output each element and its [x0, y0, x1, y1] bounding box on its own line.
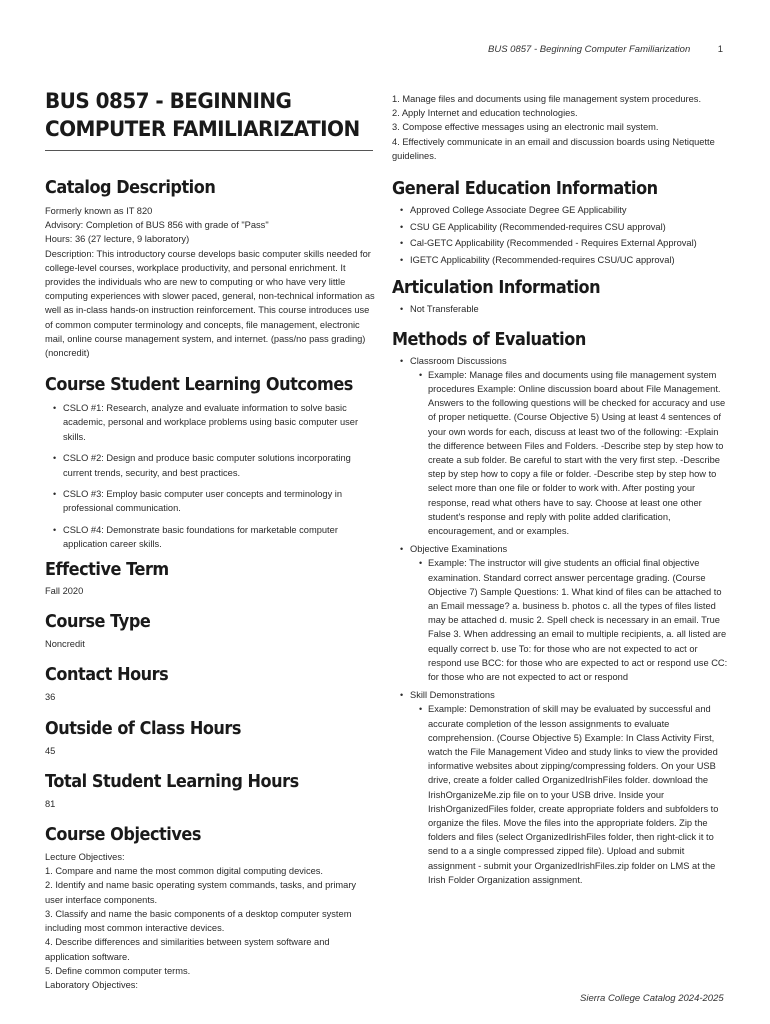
list-item: • CSLO #4: Demonstrate basic foundations for marketable computer application career skills. [45, 523, 375, 551]
objective-line: 2. Apply Internet and education technologies. [392, 108, 578, 119]
course-type-section [45, 611, 375, 651]
evaluation-method [392, 688, 728, 887]
objective-line: 1. Manage files and documents using file management system procedures. [392, 94, 702, 104]
section-heading: General Education Information [392, 179, 658, 200]
objective-line: Laboratory Objectives: [45, 979, 139, 990]
advisory: Advisory: Completion of BUS 856 with grade of "Pass" [45, 220, 269, 231]
section-heading: Course Student Learning Outcomes [45, 375, 353, 396]
lab-objectives [392, 92, 728, 163]
page-title: BUS 0857 - BEGINNING COMPUTER FAMILIARIZATION [45, 89, 360, 142]
page-number: 1 [717, 44, 723, 55]
section-heading: Effective Term [45, 560, 169, 581]
course-type-value: Noncredit [45, 639, 85, 650]
contact-hours-section [45, 664, 375, 704]
articulation-section [392, 277, 728, 316]
evaluation-section [392, 329, 728, 888]
description: Description: This introductory course develops basic computer skills needed for college-level courses, workplace productivity, and personal enrichment. It provides the individuals who are new to computing or who have very little computing experiences with slower paced, general, non-technical information as well as in-class hands-on instruction reinforcement. This course introduces use of common computer terminology and concepts, file management, electronic mail, online course management system, and internet. (pass/no pass grading) (noncredit) [45, 248, 375, 359]
method-name: Skill Demonstrations [410, 690, 495, 701]
section-heading: Course Type [45, 612, 151, 633]
list-item: • CSLO #1: Research, analyze and evaluate information to solve basic academic, personal and workplace problems using basic computer user skills. [45, 401, 375, 444]
objective-line: Lecture Objectives: [45, 852, 125, 863]
section-heading: Methods of Evaluation [392, 329, 586, 350]
objective-line: 2. Identify and name basic operating system commands, tasks, and primary user interface components. [45, 880, 357, 905]
objective-line: 1. Compare and name the most common digital computing devices. [45, 866, 324, 877]
method-name: Objective Examinations [410, 544, 508, 555]
list-item: • CSLO #2: Design and produce basic computer solutions incorporating current trends, security, and best practices. [45, 451, 375, 479]
title-divider [45, 150, 373, 151]
slo-section [45, 374, 375, 551]
former-name: Formerly known as IT 820 [45, 206, 153, 216]
list-item: • CSLO #3: Employ basic computer user concepts and terminology in professional communication. [45, 487, 375, 515]
method-name: Classroom Discussions [410, 355, 507, 366]
section-heading: Course Objectives [45, 825, 201, 846]
page-footer: Sierra College Catalog 2024-2025 [580, 993, 724, 1004]
hours: Hours: 36 (27 lecture, 9 laboratory) [45, 234, 190, 245]
list-item: • Not Transferable [392, 302, 728, 316]
objective-line: 3. Compose effective messages using an electronic mail system. [392, 122, 659, 133]
effective-term-value: Fall 2020 [45, 586, 84, 597]
effective-term-section [45, 559, 375, 598]
objective-line: 3. Classify and name the basic components of a desktop computer system including most common interactive devices. [45, 908, 352, 934]
left-column [45, 88, 375, 992]
method-example: • Example: The instructor will give students an official final objective examination. Standard correct answer percentage grading. (Course Objective 7) Sample Questions: 1. What kind of files can be attached to an Email message? a. business b. photos c. all the types of files listed may be attached d. music 2. Spell check is necessary in an email. True False 3. When addressing an email to multiple recipients, a. all listed are equally correct b. use To: for those who are not expected to act or respond use BCC: for those who are expected to act or respond use CC: for those who are not expected to act or respond [410, 556, 728, 684]
gen-ed-section [392, 178, 728, 267]
list-item: • CSU GE Applicability (Recommended-requires CSU approval) [392, 220, 728, 234]
evaluation-method [392, 354, 728, 539]
outside-hours-section [45, 718, 375, 758]
section-heading: Articulation Information [392, 278, 601, 299]
right-column [392, 92, 728, 887]
total-hours-section [45, 771, 375, 811]
running-title: BUS 0857 - Beginning Computer Familiarization [488, 44, 691, 55]
method-example: • Example: Manage files and documents using file management system procedures Example: Online discussion board about File Management. Answers to the following questions will be checked for accuracy and use of proper netiquette. (Course Objective 5) Using at least 4 sentences of your own words for each, discuss at least two of the following: -Explain the difference between Files and Folders. -Describe step by step how to create a sub folder. Be careful to start with the very first step. -Describe step by step how to copy a file or folder. -Describe step by step how to select more than one file or folder to work with. After posting your response, read what others have to say. Choose at least one other student's response and reply with polite added clarification, encouragement, and or examples. [410, 368, 728, 538]
contact-hours-value: 36 [45, 692, 56, 703]
section-heading: Total Student Learning Hours [45, 771, 299, 792]
section-heading: Outside of Class Hours [45, 718, 242, 739]
course-objectives-section [45, 824, 375, 992]
section-heading: Catalog Description [45, 178, 216, 198]
objective-line: 5. Define common computer terms. [45, 965, 191, 976]
objective-line: 4. Describe differences and similarities between system software and application software. [45, 937, 330, 962]
outside-hours-value: 45 [45, 745, 56, 756]
objective-line: 4. Effectively communicate in an email and discussion boards using Netiquette guidelines. [392, 136, 715, 161]
section-heading: Contact Hours [45, 665, 169, 686]
method-example: • Example: Demonstration of skill may be evaluated by successful and accurate completion of the lesson assignments to evaluate comprehension. (Course Objective 5) Example: In Class Activity First, watch the File Management Video and study links to view the provided informative websites about zipping/compressing folders. On your USB drive, create a folder called OrganizedIrishFiles folder. download the IrishOrganizeMe.zip file on to your USB drive. Inside your IrishOrganizedFiles folder, create appropriate folders and subfolders to organize the files. Move the files into the appropriate folders. Zip the folders and files (select OrganizedIrishFiles folder, then right-click it to send to a a single compressed zipped file). Upload and submit assignment - submit your OrganizedIrishFiles.zip folder on LMS at the Irish Folder Organization assignment. [410, 702, 728, 887]
list-item: • IGETC Applicability (Recommended-requires CSU/UC approval) [392, 253, 728, 267]
catalog-description-section [45, 177, 375, 360]
total-hours-value: 81 [45, 798, 56, 809]
list-item: • Approved College Associate Degree GE Applicability [392, 203, 728, 217]
evaluation-method [392, 542, 728, 684]
list-item: • Cal-GETC Applicability (Recommended - Requires External Approval) [392, 236, 728, 250]
